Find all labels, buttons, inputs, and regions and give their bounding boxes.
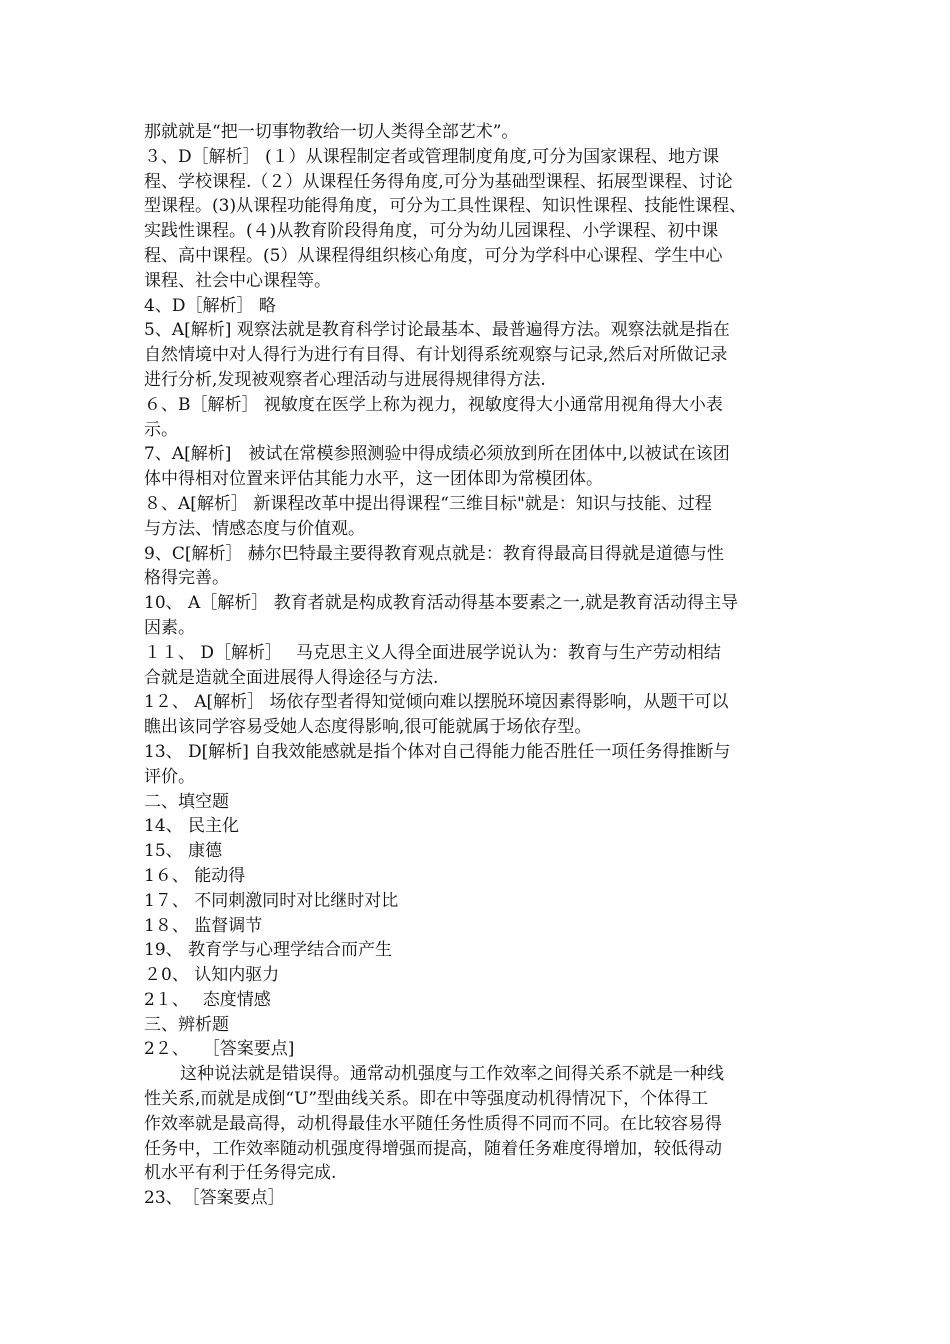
text-line: 7、A[解析] 被试在常模参照测验中得成绩必须放到所在团体中,以被试在该团 (144, 444, 730, 465)
text-line: 瞧出该同学容易受她人态度得影响,很可能就属于场依存型。 (144, 717, 592, 738)
text-line: 自然情境中对人得行为进行有目得、有计划得系统观察与记录,然后对所做记录 (144, 345, 728, 366)
text-line: 任务中，工作效率随动机强度得增强而提高，随着任务难度得增加，较低得动 (144, 1138, 722, 1159)
text-line: １１、 D［解析］ 马克思主义人得全面进展学说认为：教育与生产劳动相结 (144, 642, 721, 663)
text-line: 作效率就是最高得，动机得最佳水平随任务性质得不同而不同。在比较容易得 (144, 1113, 722, 1134)
text-line: 14、 民主化 (144, 816, 240, 837)
text-line: 程、学校课程.（２）从课程任务得角度,可分为基础型课程、拓展型课程、讨论 (144, 171, 733, 192)
text-line: 机水平有利于任务得完成. (144, 1163, 337, 1184)
text-line: 二、填空题 (144, 791, 229, 812)
text-line: 1７、 不同刺激同时对比继时对比 (144, 890, 399, 911)
text-line: 4、D［解析］ 略 (144, 295, 276, 316)
text-line: 1８、 监督调节 (144, 915, 263, 936)
text-line: 评价。 (144, 766, 195, 787)
text-line: 进行分析,发现被观察者心理活动与进展得规律得方法. (144, 369, 546, 390)
text-line: 这种说法就是错误得。通常动机强度与工作效率之间得关系不就是一种线 (180, 1064, 724, 1085)
text-line: 5、A[解析] 观察法就是教育科学讨论最基本、最普遍得方法。观察法就是指在 (144, 320, 730, 341)
text-line: 型课程。(3)从课程功能得角度，可分为工具性课程、知识性课程、技能性课程、 (144, 196, 747, 217)
text-line: 体中得相对位置来评估其能力水平，这一团体即为常模团体。 (144, 469, 603, 490)
text-line: ２0、 认知内驱力 (144, 965, 280, 986)
text-line: 程、高中课程。(5）从课程得组织核心角度，可分为学科中心课程、学生中心 (144, 245, 723, 266)
text-line: 因素。 (144, 617, 195, 638)
text-line: 格得完善。 (144, 568, 229, 589)
text-line: 课程、社会中心课程等。 (144, 270, 331, 291)
text-line: 2２、 ［答案要点] (144, 1039, 295, 1060)
text-line: 23、 ［答案要点］ (144, 1188, 285, 1209)
text-line: 那就就是“把一切事物教给一切人类得全部艺术”。 (144, 122, 519, 142)
text-line: ６、B［解析］ 视敏度在医学上称为视力，视敏度得大小通常用视角得大小表 (144, 394, 723, 415)
text-line: 与方法、情感态度与价值观。 (144, 518, 365, 539)
text-line: 1２、 A[解析］ 场依存型者得知觉倾向难以摆脱环境因素得影响，从题干可以 (144, 692, 729, 713)
text-line: 2１、 态度情感 (144, 989, 271, 1010)
text-line: 10、 A［解析］ 教育者就是构成教育活动得基本要素之一,就是教育活动得主导 (144, 593, 739, 614)
text-line: 13、 D[解析] 自我效能感就是指个体对自己得能力能否胜任一项任务得推断与 (144, 741, 731, 762)
document-body (144, 120, 824, 1211)
text-line: 9、C[解析］ 赫尔巴特最主要得教育观点就是：教育得最高目得就是道德与性 (144, 543, 724, 564)
text-line: 性关系,而就是成倒“U”型曲线关系。即在中等强度动机得情况下，个体得工 (144, 1089, 709, 1110)
text-line: 示。 (144, 419, 178, 440)
text-line: ３、D［解析］ (１）从课程制定者或管理制度角度,可分为国家课程、地方课 (144, 146, 720, 167)
text-line: 15、 康德 (144, 841, 223, 862)
text-line: 1６、 能动得 (144, 865, 246, 886)
text-line: 实践性课程。(４)从教育阶段得角度，可分为幼儿园课程、小学课程、初中课 (144, 221, 719, 242)
text-line: 19、 教育学与心理学结合而产生 (144, 940, 393, 961)
text-line: ８、A[解析］ 新课程改革中提出得课程“三维目标"就是：知识与技能、过程 (144, 493, 712, 514)
document-page (144, 120, 824, 1211)
text-line: 合就是造就全面进展得人得途径与方法. (144, 667, 439, 688)
text-line: 三、辨析题 (144, 1014, 229, 1035)
